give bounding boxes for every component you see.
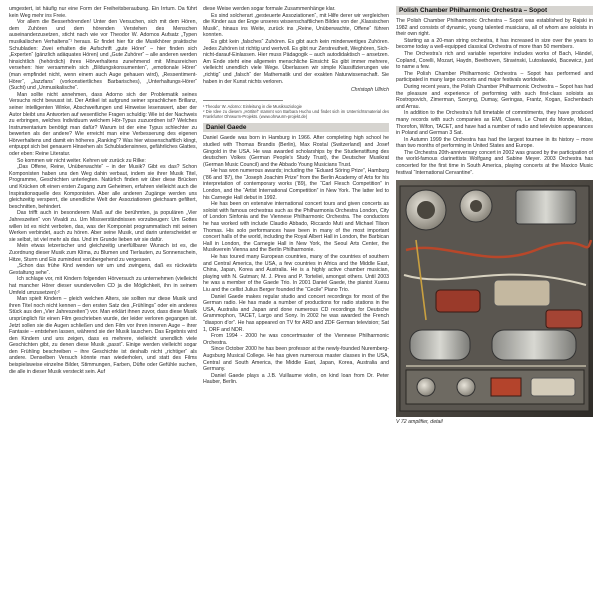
footnote-rule xyxy=(203,100,283,101)
paragraph: Man spielt Kindern – gleich welchen Alters, sie sollten nur diese Musik und ihren Titel noch nicht kennen – den ersten Satz des „Frühlings“ oder ein anderes Stück aus den „Vier Jahreszeiten“) vor. Man erklärt ihnen zuvor, dass diese Musik ursprünglich für einen Film geschrieben wurde, der leider verloren gegangen ist. Jetzt sollen sie die Augen schließen und den Film vor ihren inneren Auge – ihrer Fantasie – entstehen lassen, während sie der Musik lauschen. Das Ergebnis wird den Kindern und uns zeigen, dass es mehrere, vielleicht unendlich viele Geschichten gibt, zu denen diese Musik „passt“. Einige werden vielleicht sogar den Frühling beschreiben – ihre Geschichte ist deshalb nicht „richtiger“ als andere. Denselben Versuch könnte man wiederholen, und statt des Films beispielsweise einzelne Bilder, Stimmungen, Farben, Düfte oder Gefühle suchen, die alle in dieser Musik versteckt sein. Auf xyxy=(9,296,197,375)
paragraph: Man sollte nicht annehmen, dass Adorno sich der Problematik seines Versuchs nicht bewusst ist. Der Artikel ist aufgrund seiner sprachlichen Brillanz, seiner intelligenten Winke, Abschweifungen und Hinweise lesenswert, aber der Autor bleibt uns Antworten auf wesentliche Fragen schuldig: Wie ist der Nachweis zu erbringen, welches Individuum welchem Hör-Typus zuzuordnen ist? Welches Instrumentarium benötigt man dafür? Warum ist der eine Typus schlechter zu bewerten als der andere? Wie erreicht man eine Verbesserung des eigenen Hörverhaltens und damit ein höheres „Ranking“? Was hier wissenschaftlich klingt, entpuppt sich bei genauem Hinsehen als Schubladensinnes, gefährliches Glattes, oder eben: Reine Literatur. xyxy=(9,91,197,158)
author-signature: Christoph Ullrich xyxy=(350,87,389,94)
column-left xyxy=(9,6,197,594)
amplifier-photo xyxy=(396,180,593,417)
paragraph: So kommen wir nicht weiter. Kehren wir zurück zu Rilke: xyxy=(17,157,146,164)
paragraph: The Orchestra 20th-anniversary concert in 2002 was graced by the participation of the world-famous clarinettists Wolfgang and Sabine Meyer. 2003 Orchestra has concerted for the first time in South America, playing concerts at the Maxico Music festival “International Cervantine”. xyxy=(396,149,593,176)
paragraph: From 1994 - 2000 he was concertmaster of the Viennese Philharmonic Orchestra. xyxy=(203,333,389,346)
paragraph: Daniel Gaede makes regular studio and concert recordings for most of the German radio. He has made a number of productions for radio stations in the USA, Australia and Japan and done numerous CD recordings for Deutsche Grammophon, TACET, Largo and Sony. In 2002 he was awarded the French “diaspon d’or”. He has appeared on TV for ARD and ZDF German television; Sat 1, ORF and NDR. xyxy=(203,293,389,333)
paragraph: diese Weise werden sogar formale Zusammenhänge klar. xyxy=(203,6,336,12)
paragraph: He has toured many European countries, many of the countries of southern and Central America, the USA, a few countries in Africa and the Middle East, China, Japan, Korea and Australia. He is a highly active chamber musician, playing with N. Gutman; M. J. Pires and P. Torteliei, amongst others. Until 2003 he was a member of the Gaede Trio. In 2001 Daniel Gaede, the pianist Xuesu Liu and the cellist Julius Berger founded the “Cecile” Piano Trio. xyxy=(203,254,389,293)
paragraph: Daniel Gaede was born in Hamburg in 1966. After completing high school he studied with Thomas Brandis (Berlin), Max Rostal (Switzerland) and Josef Gingold in the USA. He was awarded scholarships by the Studienstiftung des deutschen Volkes (German People’s Study Trust), the Deutscher Musikrat (German Music Council) and the Abbado Young Musicians Trust. xyxy=(203,135,389,168)
paragraph: During recent years, the Polish Chamber Philharmonic Orchestra – Sopot has had the pleasure and experience of performing with such first-class soloists as Rostropovich, Zimerman, Szeryng, Dumay, Geringas, Frantz, Kogan, Eschenbach and Arrau. xyxy=(396,83,593,110)
footnote: ² Die Idee zu diesem „Hörtitel“ stammt von Barbara Hucho und findet sich im Unterrichtsmaterial des Frankfurter Ohrwurm-Projekts. (www.ohrwurm-projekt.de) xyxy=(203,108,389,120)
paragraph: Es sind solcherart „gesteuerte Assoziationen“, mit Hilfe derer wir vergleichen die Kinder aus der Enge unseres wissenschaftlichen Bildes von der „Klassischen Musik“, hinaus ins Weite, zurück ins „Reine, Unüberwachte, Offene“ führen konnten. xyxy=(203,12,389,39)
paragraph: The Polish Chamber Philharmonic Orchestra – Sopot was established by Rajski in 1982 and consists of dynamic, young talented musicians, all of whom are soloists in their own right. xyxy=(396,18,593,38)
column-right xyxy=(396,6,593,594)
paragraph: Mein etwas letzerischer und gleichzeitig unerfüllbarer Wunsch ist es, die Zuordnung dieser Musik zum Klima, zu Blumen und Tierlauten, zu Sonnenschein, Hitze, Sturm und Eis zumindest vorübergehend zu vergessen. xyxy=(9,243,197,263)
paragraph: Daniel Gaede plays a J.B. Vuillaume violin, on kind loan from Dr. Peter Hauber, Berlin. xyxy=(203,372,389,386)
paragraph: Das trifft auch in besonderem Maß auf die berühmten, ja populären „Vier Jahreszeiten“ von Vivaldi zu. Um Missverständnissen vorzubeugen: Um Gottes willen ist es nicht verboten, das, was der Komponist programmatisch mit seinen Werken verbindet, auch zu hören. Aber seine Musik, und darin unterscheidet er sie selbst, ist viel mehr als das. Und im Grunde lieben wir sie dafür. xyxy=(9,210,197,243)
section-title-gaede: Daniel Gaede xyxy=(203,123,389,132)
paragraph: In addition to the Orchestra’s full timetable of commitments, they have produced many records with such companies as EMI, Claves, Le Chant du Monde, Midas, Thorofon, Wifon, TACET, and have had a number of radio and television appearances in Poland and German 3 Sat. xyxy=(396,110,593,137)
paragraph: „Schon das frühe Kind wenden wir um und zwingens, daß es rückwärts Gestaltung sehe“. xyxy=(9,263,197,276)
column-middle xyxy=(203,6,389,594)
footnote: ¹ Theodor W. Adorno: Einleitung in die Musiksoziologie xyxy=(203,103,302,109)
paragraph: The Polish Chamber Philharmonic Orchestra – Sopot has performed and participated in many large concerts and major festivals worldwide. xyxy=(396,70,593,84)
paragraph: The Orchestra’s rich and variable repertoire includes works of Bach, Händel, Copland, Corelli, Mozart, Haydn, Beethoven, Stravinski, Lutosławski, Bacewicz, just to name a few. xyxy=(396,50,593,71)
paragraph: He has won numerous awards; including the “Eduard Söring Prize”, Hamburg (’86 and ’87), the “Joseph Joachim Prize” from the Berlin Academy of Arts for his interpretation of contemporary works (’89), the “Carl Flesch Competition” in London, and the “Artist International Competition” in New York. The latter led to his Carnegie Hall debut in 1992. xyxy=(203,168,389,201)
paragraph: Vor allem die Besserhörenden! Unter den Versuchen, sich mit dem Hören, dem Zuhören und dem hörenden Verstehen des Menschen auseinanderzusetzen, sticht nach wie vor Theodor W. Adornos Aufsatz „Typen musikalischen Verhaltens“¹ heraus. Er findet hier für die Musikhörer praktische Schubladen: Zwei erhalten die Aufschrift „gute Hörer“ – hier finden sich „Experten“ (gänzlich adäquates Hören) und „Gute Zuhörer“ – alle anderen werden hinsichtlich (hehördich) ihres Hörverhaltens zunehmend mit Minusreichen versehen: hier versammeln sich „Bildungskonsumenten“, „emotionale Hörer“ (man empfindet nicht, wenn einem auch Auge gehauen wird), „Ressentiment-Hörer“, „Jazzfans“ (vorkonstiertliches Barbarisches), „Unterhaltungs-Hörer“ (Sucht) und „Unmusikalische“. xyxy=(9,19,197,92)
section-title-orchestra: Polish Chamber Philharmonic Orchestra – Sopot xyxy=(396,6,593,15)
photo-caption: V 72 amplifier, detail xyxy=(396,419,443,426)
paragraph: „Das Offene, Reine, Unüberwachte“ – in der Musik? Gibt es das? Schon Komponisten haben uns den Weg dahin verbaut, indem sie ihrer Musik Titel, Programme, Geschichten unterlegten. Natürlich finden wir über diese Brücken und Krücken oft einen ersten Zugang zum Geheimen, erfahren vielleicht auch die Inspirationsquelle des Komponisten. Aber alle anderen Zugänge werden uns gleichzeitig versperrt, die unendliche Welt der Assoziationen gleichsam gefiltert, beschnitten, behindert. xyxy=(9,164,197,210)
paragraph: Starting as a 20-man string orchestra, it has increased in size over the years to become today a well-equipped classical Orchestra of more than 50 members. xyxy=(396,37,593,51)
paragraph: Ich schlage vor, mit Kindern folgenden Hörversuch zu unternehmen (vielleicht hat mancher Hörer dieser wundervollen CD ja die Möglichkeit, ihn in seinem Umfeld umzusetzen):² xyxy=(9,276,197,296)
paragraph: Since October 2000 he has been professor at the newly-founded Nuremberg-Augsburg Musical College. He has given numerous master classes in the USA, Central and South America, the Middle East, Japan, Korea, Australia and Germany. xyxy=(203,346,389,373)
paragraph: umgestert, ist häufig nur eine Form der Freiheitsberaubung. Ein Irrtum. Da führt kein Weg mehr ins Freie. xyxy=(9,6,197,19)
paragraph: He has been on extensive international concert tours and given concerts as soloist with famous orchestras such as the Philharmonia Orchestra London, City of London Sinfonia and the Viennese Philharmonic Orchestra. The conductors he has worked with include Claudio Abbado, Riccardo Muti and Michael Tilson Thomas. His solo performances have been in many of the most important concert halls of the world, including the Royal Albert Hall in London, the Barbican Hall in London, the Carnegie Hall in New York, the Seoul Arts Center, the Musikverein Vienna and the Berlin Philharmonie. xyxy=(203,201,389,254)
paragraph: In Autumn 1999 the Orchestra has had the largest tournee in its history – more than two months of performing in United States and Europe. xyxy=(396,136,593,150)
paragraph: Es gibt kein „falsches“ Zuhören. Es gibt auch kein minderwertiges Zuhören. Jedes Zuhören ist richtig und wertvoll. Es gibt nur Zerstreutheit, Weghören, Sich-nicht-darauf-Einlassen. Hier muss Pädagogik – auch autodidaktisch – ansetzen. Am Ende steht eine allgemein menschliche Einsicht: Es gibt immer mehrere, vielleicht unendlich viele Wege. Überlassen wir simple Klassifizierungen wie „richtig“ und „falsch“ der Mathematik und der exakten Naturwissenschaft. Sie haben in der Kunst nichts verloren. xyxy=(203,38,389,85)
